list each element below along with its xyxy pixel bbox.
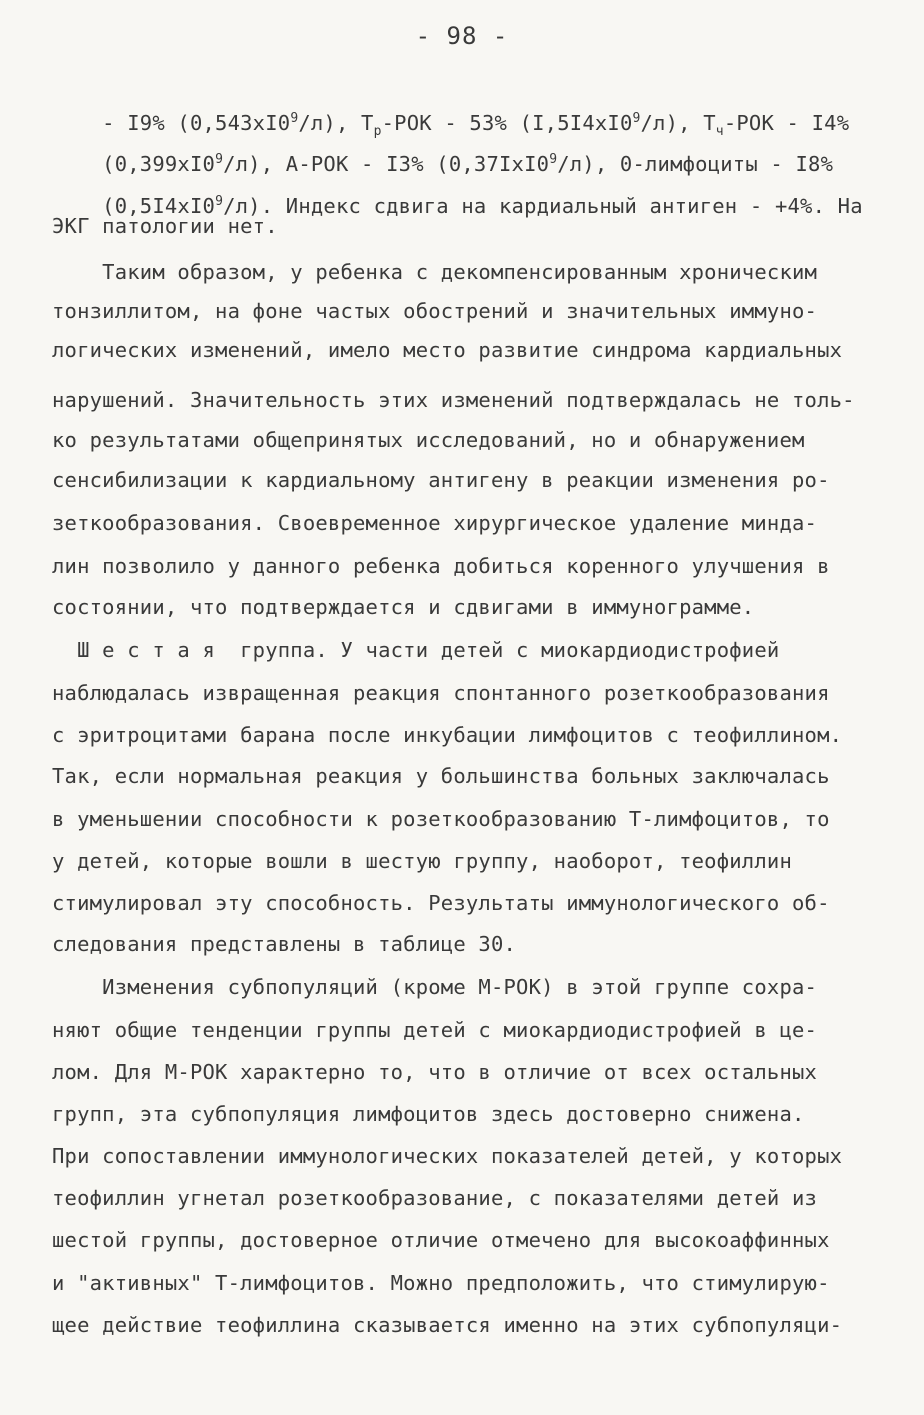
text-line: лом. Для М-РОК характерно то, что в отличие от всех остальных bbox=[52, 1060, 818, 1084]
text-line: лин позволило у данного ребенка добиться коренного улучшения в bbox=[52, 554, 830, 578]
text-line: нарушений. Значительность этих изменений подтверждалась не толь- bbox=[52, 388, 855, 412]
text-line: ко результатами общепринятых исследований, но и обнаружением bbox=[52, 428, 805, 452]
page-number: - 98 - bbox=[415, 22, 509, 50]
superscript: 9 bbox=[215, 151, 224, 167]
text-line: тонзиллитом, на фоне частых обострений и значительных иммуно- bbox=[52, 299, 818, 323]
text-line: логических изменений, имело место развитие синдрома кардиальных bbox=[52, 338, 843, 362]
text-span: -РОК - 53% (I,5I4xI0 bbox=[381, 110, 633, 135]
text-span: - I9% (0,543xI0 bbox=[102, 110, 291, 135]
text-line: в уменьшении способности к розеткообразованию Т-лимфоцитов, то bbox=[52, 807, 830, 831]
text-line: и "активных" Т-лимфоцитов. Можно предположить, что стимулирую- bbox=[52, 1271, 830, 1295]
superscript: 9 bbox=[215, 193, 224, 209]
text-line: состоянии, что подтверждается и сдвигами в иммунограмме. bbox=[52, 595, 755, 619]
text-line: сенсибилизации к кардиальному антигену в реакции изменения ро- bbox=[52, 468, 830, 492]
text-line: стимулировал эту способность. Результаты иммунологического об- bbox=[52, 891, 830, 915]
superscript: 9 bbox=[549, 151, 558, 167]
text-span: /л), T bbox=[640, 110, 716, 135]
text-span: (0,399xI0 bbox=[102, 151, 216, 176]
subscript: ч bbox=[715, 123, 724, 139]
text-line: у детей, которые вошли в шестую группу, наоборот, теофиллин bbox=[52, 849, 792, 873]
text-line: няют общие тенденции группы детей с миокардиодистрофией в це- bbox=[52, 1018, 818, 1042]
text-span: (0,5I4xI0 bbox=[102, 193, 216, 218]
text-line: теофиллин угнетал розеткообразование, с показателями детей из bbox=[52, 1186, 818, 1210]
text-line: Так, если нормальная реакция у большинства больных заключалась bbox=[52, 764, 830, 788]
text-line: групп, эта субпопуляция лимфоцитов здесь достоверно снижена. bbox=[52, 1102, 805, 1126]
text-line: зеткообразования. Своевременное хирургическое удаление минда- bbox=[52, 511, 818, 535]
superscript: 9 bbox=[290, 110, 299, 126]
text-span: /л), А-РОК - I3% (0,37IxI0 bbox=[223, 151, 550, 176]
text-span: /л), 0-лимфоциты - I8% bbox=[557, 151, 834, 176]
text-line: наблюдалась извращенная реакция спонтанного розеткообразования bbox=[52, 681, 830, 705]
text-line: следования представлены в таблице 30. bbox=[52, 932, 517, 956]
text-span: /л). Индекс сдвига на кардиальный антиген - +4%. На bbox=[223, 193, 863, 218]
text-line: Таким образом, у ребенка с декомпенсированным хроническим bbox=[52, 260, 818, 284]
subscript: р bbox=[373, 123, 382, 139]
text-line: Изменения субпопуляций (кроме М-РОК) в этой группе сохра- bbox=[52, 975, 818, 999]
text-line: При сопоставлении иммунологических показателей детей, у которых bbox=[52, 1144, 843, 1168]
superscript: 9 bbox=[632, 110, 641, 126]
text-line: Ш е с т а я группа. У части детей с миокардиодистрофией bbox=[52, 638, 780, 662]
text-span: -РОК - I4% bbox=[723, 110, 850, 135]
text-line: ЭКГ патологии нет. bbox=[52, 214, 278, 238]
text-line: шестой группы, достоверное отличие отмечено для высокоаффинных bbox=[52, 1228, 830, 1252]
text-line: щее действие теофиллина сказывается именно на этих субпопуляци- bbox=[52, 1313, 843, 1337]
text-line: с эритроцитами барана после инкубации лимфоцитов с теофиллином. bbox=[52, 723, 843, 747]
text-span: /л), T bbox=[298, 110, 374, 135]
